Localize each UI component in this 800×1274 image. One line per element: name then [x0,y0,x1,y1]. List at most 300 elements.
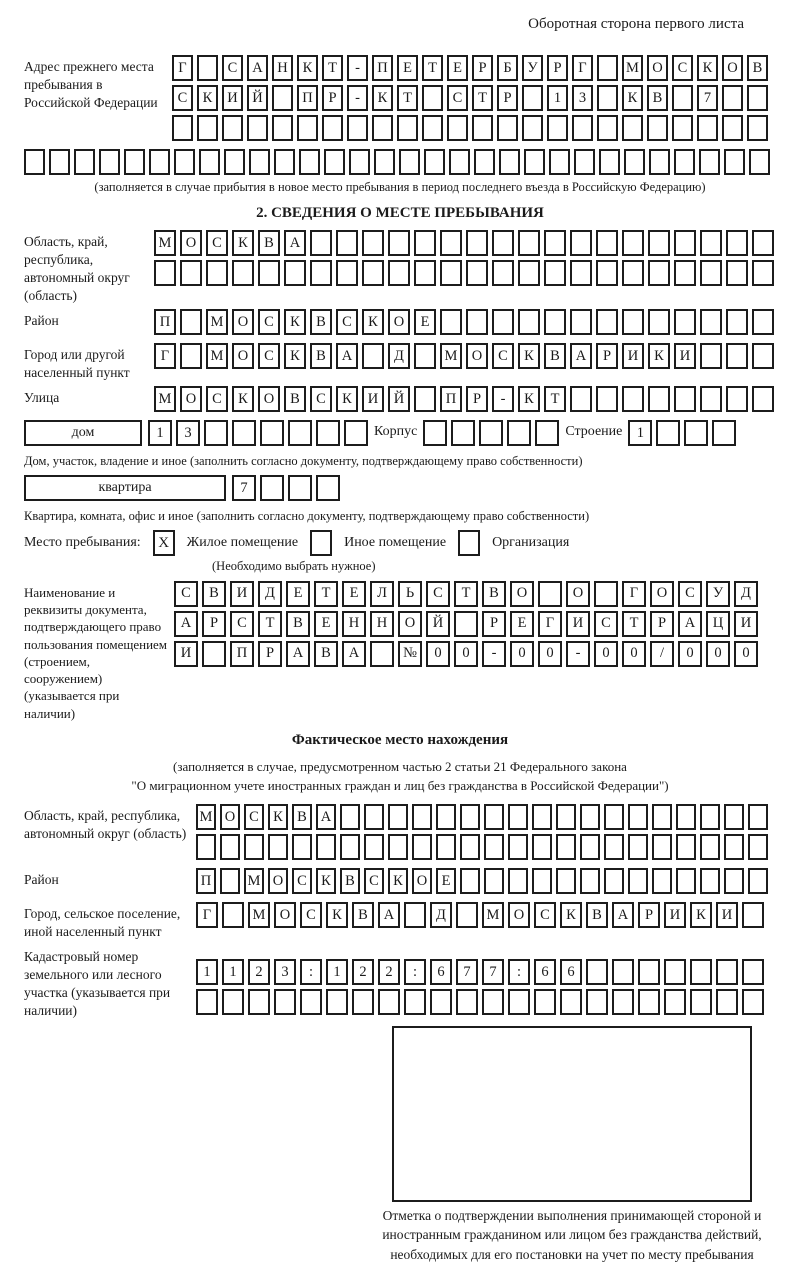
char-cell[interactable] [297,115,318,141]
char-cell[interactable] [456,902,478,928]
char-cell[interactable] [352,989,374,1015]
char-cell[interactable] [544,260,566,286]
char-cell[interactable] [232,260,254,286]
char-cell[interactable]: 7 [456,959,478,985]
char-cell[interactable]: О [647,55,668,81]
char-cell[interactable] [544,230,566,256]
checkbox-residential[interactable]: X [153,530,175,556]
char-cell[interactable]: В [482,581,506,607]
char-cell[interactable] [374,149,395,175]
flat-type-box[interactable]: квартира [24,475,226,501]
char-cell[interactable]: 0 [510,641,534,667]
char-cell[interactable] [347,115,368,141]
char-cell[interactable]: К [284,343,306,369]
char-cell[interactable] [748,804,768,830]
char-cell[interactable]: В [310,309,332,335]
char-cell[interactable] [423,420,447,446]
char-cell[interactable] [414,260,436,286]
char-cell[interactable] [638,989,660,1015]
char-cell[interactable]: П [297,85,318,111]
char-cell[interactable] [288,420,312,446]
char-cell[interactable]: В [202,581,226,607]
char-cell[interactable] [649,149,670,175]
char-cell[interactable]: 3 [274,959,296,985]
char-cell[interactable]: Е [510,611,534,637]
char-cell[interactable]: А [316,804,336,830]
char-cell[interactable] [249,149,270,175]
char-cell[interactable] [336,260,358,286]
char-cell[interactable]: Г [572,55,593,81]
char-cell[interactable] [752,230,774,256]
char-cell[interactable]: А [247,55,268,81]
char-cell[interactable] [399,149,420,175]
char-cell[interactable]: Р [466,386,488,412]
char-cell[interactable] [424,149,445,175]
checkbox-other-premises[interactable] [310,530,332,556]
char-cell[interactable] [326,989,348,1015]
char-cell[interactable]: К [297,55,318,81]
char-cell[interactable] [700,386,722,412]
char-cell[interactable]: 1 [222,959,244,985]
char-cell[interactable] [404,902,426,928]
char-cell[interactable] [422,115,443,141]
char-cell[interactable]: И [174,641,198,667]
char-cell[interactable] [674,230,696,256]
char-cell[interactable] [560,989,582,1015]
char-cell[interactable]: Р [547,55,568,81]
char-cell[interactable] [430,989,452,1015]
char-cell[interactable] [752,343,774,369]
char-cell[interactable]: У [522,55,543,81]
char-cell[interactable] [700,230,722,256]
char-cell[interactable] [474,149,495,175]
char-cell[interactable]: И [622,343,644,369]
char-cell[interactable] [518,260,540,286]
char-cell[interactable]: М [206,309,228,335]
char-cell[interactable]: Й [426,611,450,637]
char-cell[interactable] [508,804,528,830]
char-cell[interactable]: - [492,386,514,412]
char-cell[interactable] [316,475,340,501]
char-cell[interactable] [570,260,592,286]
char-cell[interactable]: 7 [697,85,718,111]
char-cell[interactable]: О [510,581,534,607]
char-cell[interactable]: Е [314,611,338,637]
char-cell[interactable] [656,420,680,446]
char-cell[interactable] [624,149,645,175]
char-cell[interactable] [316,420,340,446]
char-cell[interactable] [724,834,744,860]
char-cell[interactable] [676,834,696,860]
char-cell[interactable]: А [378,902,400,928]
char-cell[interactable] [700,343,722,369]
char-cell[interactable] [726,260,748,286]
char-cell[interactable]: Т [622,611,646,637]
char-cell[interactable]: 0 [622,641,646,667]
char-cell[interactable] [484,834,504,860]
char-cell[interactable]: И [230,581,254,607]
char-cell[interactable] [672,115,693,141]
char-cell[interactable]: А [612,902,634,928]
char-cell[interactable]: А [336,343,358,369]
char-cell[interactable] [272,115,293,141]
char-cell[interactable]: И [566,611,590,637]
char-cell[interactable]: В [314,641,338,667]
char-cell[interactable]: К [316,868,336,894]
char-cell[interactable]: Н [272,55,293,81]
char-cell[interactable]: 3 [176,420,200,446]
char-cell[interactable] [556,804,576,830]
char-cell[interactable]: В [647,85,668,111]
char-cell[interactable]: : [508,959,530,985]
char-cell[interactable]: К [362,309,384,335]
char-cell[interactable] [324,149,345,175]
char-cell[interactable] [672,85,693,111]
char-cell[interactable] [697,115,718,141]
char-cell[interactable] [244,834,264,860]
char-cell[interactable] [648,230,670,256]
char-cell[interactable] [747,115,768,141]
char-cell[interactable] [726,386,748,412]
char-cell[interactable]: И [362,386,384,412]
char-cell[interactable]: Р [482,611,506,637]
char-cell[interactable] [638,959,660,985]
char-cell[interactable] [664,989,686,1015]
char-cell[interactable] [580,834,600,860]
char-cell[interactable]: С [336,309,358,335]
char-cell[interactable] [699,149,720,175]
char-cell[interactable]: Е [436,868,456,894]
char-cell[interactable] [449,149,470,175]
char-cell[interactable]: О [274,902,296,928]
char-cell[interactable] [451,420,475,446]
char-cell[interactable] [684,420,708,446]
char-cell[interactable]: В [340,868,360,894]
char-cell[interactable]: Ь [398,581,422,607]
char-cell[interactable]: М [196,804,216,830]
char-cell[interactable] [49,149,70,175]
char-cell[interactable] [570,230,592,256]
char-cell[interactable]: О [722,55,743,81]
char-cell[interactable]: В [284,386,306,412]
char-cell[interactable] [460,834,480,860]
char-cell[interactable] [340,834,360,860]
char-cell[interactable] [535,420,559,446]
char-cell[interactable]: П [372,55,393,81]
char-cell[interactable] [180,309,202,335]
char-cell[interactable]: С [300,902,322,928]
char-cell[interactable]: Г [622,581,646,607]
char-cell[interactable] [712,420,736,446]
char-cell[interactable]: О [466,343,488,369]
char-cell[interactable]: С [594,611,618,637]
char-cell[interactable]: Т [454,581,478,607]
char-cell[interactable]: 1 [628,420,652,446]
char-cell[interactable]: У [706,581,730,607]
char-cell[interactable]: - [347,55,368,81]
char-cell[interactable] [364,834,384,860]
char-cell[interactable] [700,260,722,286]
char-cell[interactable] [534,989,556,1015]
char-cell[interactable] [674,386,696,412]
char-cell[interactable] [690,989,712,1015]
char-cell[interactable] [362,230,384,256]
char-cell[interactable]: С [534,902,556,928]
char-cell[interactable]: Г [196,902,218,928]
char-cell[interactable]: 6 [560,959,582,985]
char-cell[interactable] [622,309,644,335]
char-cell[interactable]: Т [258,611,282,637]
char-cell[interactable]: В [544,343,566,369]
char-cell[interactable] [507,420,531,446]
char-cell[interactable]: 2 [352,959,374,985]
char-cell[interactable]: М [482,902,504,928]
char-cell[interactable]: О [180,386,202,412]
char-cell[interactable]: К [518,386,540,412]
char-cell[interactable]: О [232,309,254,335]
char-cell[interactable] [508,868,528,894]
char-cell[interactable] [532,868,552,894]
char-cell[interactable]: К [326,902,348,928]
char-cell[interactable] [628,804,648,830]
char-cell[interactable]: С [678,581,702,607]
char-cell[interactable]: К [622,85,643,111]
char-cell[interactable]: С [292,868,312,894]
char-cell[interactable] [700,309,722,335]
char-cell[interactable] [196,989,218,1015]
char-cell[interactable]: А [286,641,310,667]
char-cell[interactable] [752,386,774,412]
char-cell[interactable]: М [244,868,264,894]
char-cell[interactable] [586,959,608,985]
char-cell[interactable] [549,149,570,175]
char-cell[interactable]: Г [172,55,193,81]
char-cell[interactable]: Т [422,55,443,81]
char-cell[interactable] [222,902,244,928]
char-cell[interactable]: С [258,343,280,369]
char-cell[interactable]: О [650,581,674,607]
char-cell[interactable] [700,834,720,860]
char-cell[interactable]: Й [388,386,410,412]
char-cell[interactable] [206,260,228,286]
char-cell[interactable] [197,115,218,141]
char-cell[interactable]: 0 [594,641,618,667]
char-cell[interactable]: - [482,641,506,667]
char-cell[interactable]: К [336,386,358,412]
char-cell[interactable]: 2 [378,959,400,985]
char-cell[interactable]: С [426,581,450,607]
char-cell[interactable]: О [398,611,422,637]
char-cell[interactable]: О [508,902,530,928]
char-cell[interactable] [596,230,618,256]
char-cell[interactable] [580,804,600,830]
char-cell[interactable]: Р [258,641,282,667]
char-cell[interactable]: Б [497,55,518,81]
char-cell[interactable]: В [286,611,310,637]
char-cell[interactable] [570,386,592,412]
char-cell[interactable]: Р [638,902,660,928]
char-cell[interactable]: Р [322,85,343,111]
char-cell[interactable] [690,959,712,985]
char-cell[interactable] [460,804,480,830]
char-cell[interactable] [518,230,540,256]
char-cell[interactable]: К [518,343,540,369]
char-cell[interactable] [292,834,312,860]
char-cell[interactable] [524,149,545,175]
char-cell[interactable] [232,420,256,446]
char-cell[interactable] [724,804,744,830]
char-cell[interactable]: С [672,55,693,81]
char-cell[interactable]: : [300,959,322,985]
char-cell[interactable] [518,309,540,335]
char-cell[interactable] [204,420,228,446]
char-cell[interactable] [748,868,768,894]
checkbox-organization[interactable] [458,530,480,556]
char-cell[interactable] [648,309,670,335]
char-cell[interactable]: Е [286,581,310,607]
char-cell[interactable] [172,115,193,141]
char-cell[interactable] [362,260,384,286]
char-cell[interactable]: Й [247,85,268,111]
char-cell[interactable]: В [352,902,374,928]
char-cell[interactable]: Д [430,902,452,928]
char-cell[interactable] [676,804,696,830]
char-cell[interactable]: 1 [547,85,568,111]
char-cell[interactable] [544,309,566,335]
char-cell[interactable] [604,804,624,830]
char-cell[interactable] [222,115,243,141]
char-cell[interactable] [268,834,288,860]
char-cell[interactable] [586,989,608,1015]
char-cell[interactable]: С [206,230,228,256]
char-cell[interactable]: С [244,804,264,830]
char-cell[interactable] [648,386,670,412]
char-cell[interactable]: И [716,902,738,928]
char-cell[interactable] [652,868,672,894]
char-cell[interactable] [180,343,202,369]
house-type-box[interactable]: дом [24,420,142,446]
char-cell[interactable]: Р [472,55,493,81]
char-cell[interactable] [716,989,738,1015]
char-cell[interactable] [466,260,488,286]
char-cell[interactable]: 0 [706,641,730,667]
char-cell[interactable]: Е [447,55,468,81]
char-cell[interactable]: К [560,902,582,928]
char-cell[interactable] [522,115,543,141]
char-cell[interactable] [388,834,408,860]
char-cell[interactable] [596,386,618,412]
char-cell[interactable]: М [440,343,462,369]
char-cell[interactable]: Т [397,85,418,111]
char-cell[interactable]: С [172,85,193,111]
char-cell[interactable] [580,868,600,894]
char-cell[interactable]: Н [370,611,394,637]
char-cell[interactable] [372,115,393,141]
char-cell[interactable]: И [222,85,243,111]
char-cell[interactable]: В [292,804,312,830]
char-cell[interactable]: К [388,868,408,894]
char-cell[interactable] [508,989,530,1015]
char-cell[interactable] [124,149,145,175]
char-cell[interactable] [284,260,306,286]
char-cell[interactable]: К [697,55,718,81]
char-cell[interactable] [460,868,480,894]
char-cell[interactable] [412,834,432,860]
char-cell[interactable] [378,989,400,1015]
char-cell[interactable] [747,85,768,111]
char-cell[interactable] [752,309,774,335]
char-cell[interactable] [412,804,432,830]
char-cell[interactable]: О [258,386,280,412]
char-cell[interactable] [479,420,503,446]
char-cell[interactable]: О [232,343,254,369]
char-cell[interactable] [648,260,670,286]
char-cell[interactable]: 1 [326,959,348,985]
char-cell[interactable] [310,260,332,286]
char-cell[interactable] [742,902,764,928]
char-cell[interactable] [220,868,240,894]
char-cell[interactable]: И [674,343,696,369]
char-cell[interactable] [349,149,370,175]
char-cell[interactable]: 1 [148,420,172,446]
char-cell[interactable] [440,260,462,286]
char-cell[interactable]: К [690,902,712,928]
char-cell[interactable]: О [220,804,240,830]
char-cell[interactable]: 2 [248,959,270,985]
char-cell[interactable]: С [206,386,228,412]
char-cell[interactable]: А [342,641,366,667]
char-cell[interactable] [436,834,456,860]
char-cell[interactable] [622,115,643,141]
char-cell[interactable] [24,149,45,175]
char-cell[interactable]: С [174,581,198,607]
char-cell[interactable] [397,115,418,141]
char-cell[interactable] [596,309,618,335]
char-cell[interactable]: О [412,868,432,894]
char-cell[interactable] [274,989,296,1015]
char-cell[interactable]: В [586,902,608,928]
char-cell[interactable] [440,309,462,335]
char-cell[interactable] [414,386,436,412]
char-cell[interactable]: 7 [232,475,256,501]
char-cell[interactable]: С [447,85,468,111]
char-cell[interactable]: К [232,230,254,256]
char-cell[interactable] [674,260,696,286]
char-cell[interactable] [492,309,514,335]
char-cell[interactable] [749,149,770,175]
char-cell[interactable] [572,115,593,141]
char-cell[interactable] [499,149,520,175]
char-cell[interactable] [456,989,478,1015]
char-cell[interactable] [492,230,514,256]
char-cell[interactable] [260,475,284,501]
char-cell[interactable]: О [388,309,410,335]
char-cell[interactable]: М [154,230,176,256]
char-cell[interactable]: К [232,386,254,412]
char-cell[interactable] [196,834,216,860]
char-cell[interactable] [604,868,624,894]
char-cell[interactable]: С [222,55,243,81]
char-cell[interactable] [647,115,668,141]
char-cell[interactable] [74,149,95,175]
char-cell[interactable]: П [196,868,216,894]
char-cell[interactable] [628,834,648,860]
char-cell[interactable]: 0 [678,641,702,667]
char-cell[interactable] [570,309,592,335]
char-cell[interactable]: В [258,230,280,256]
char-cell[interactable]: 3 [572,85,593,111]
char-cell[interactable]: 7 [482,959,504,985]
